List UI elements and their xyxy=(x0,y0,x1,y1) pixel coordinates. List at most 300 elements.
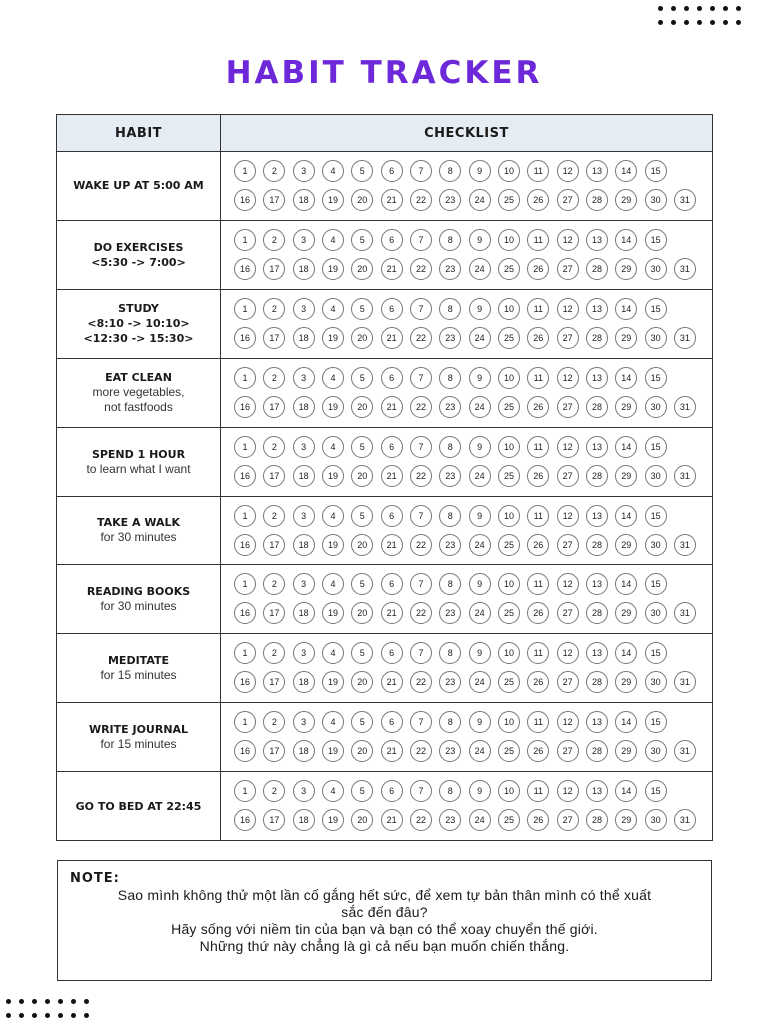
day-checkbox[interactable]: 19 xyxy=(322,465,344,487)
day-checkbox[interactable]: 27 xyxy=(557,534,579,556)
day-checkbox[interactable]: 12 xyxy=(557,642,579,664)
day-checkbox[interactable]: 25 xyxy=(498,327,520,349)
day-checkbox[interactable]: 16 xyxy=(234,809,256,831)
day-checkbox[interactable]: 14 xyxy=(615,229,637,251)
day-checkbox[interactable]: 25 xyxy=(498,534,520,556)
day-checkbox[interactable]: 9 xyxy=(469,367,491,389)
day-checkbox[interactable]: 11 xyxy=(527,780,549,802)
day-checkbox[interactable]: 8 xyxy=(439,367,461,389)
day-checkbox[interactable]: 3 xyxy=(293,298,315,320)
day-checkbox[interactable]: 4 xyxy=(322,160,344,182)
day-checkbox[interactable]: 6 xyxy=(381,229,403,251)
day-checkbox[interactable]: 1 xyxy=(234,642,256,664)
day-checkbox[interactable]: 18 xyxy=(293,465,315,487)
day-checkbox[interactable]: 13 xyxy=(586,505,608,527)
day-checkbox[interactable]: 7 xyxy=(410,780,432,802)
day-checkbox[interactable]: 9 xyxy=(469,229,491,251)
day-checkbox[interactable]: 1 xyxy=(234,298,256,320)
day-checkbox[interactable]: 19 xyxy=(322,740,344,762)
day-checkbox[interactable]: 26 xyxy=(527,809,549,831)
day-checkbox[interactable]: 28 xyxy=(586,465,608,487)
day-checkbox[interactable]: 8 xyxy=(439,642,461,664)
day-checkbox[interactable]: 26 xyxy=(527,534,549,556)
day-checkbox[interactable]: 9 xyxy=(469,298,491,320)
day-checkbox[interactable]: 25 xyxy=(498,465,520,487)
day-checkbox[interactable]: 31 xyxy=(674,671,696,693)
day-checkbox[interactable]: 29 xyxy=(615,189,637,211)
day-checkbox[interactable]: 6 xyxy=(381,573,403,595)
day-checkbox[interactable]: 20 xyxy=(351,671,373,693)
day-checkbox[interactable]: 20 xyxy=(351,396,373,418)
day-checkbox[interactable]: 26 xyxy=(527,258,549,280)
day-checkbox[interactable]: 7 xyxy=(410,436,432,458)
day-checkbox[interactable]: 21 xyxy=(381,396,403,418)
day-checkbox[interactable]: 25 xyxy=(498,602,520,624)
day-checkbox[interactable]: 3 xyxy=(293,229,315,251)
day-checkbox[interactable]: 14 xyxy=(615,367,637,389)
day-checkbox[interactable]: 18 xyxy=(293,809,315,831)
day-checkbox[interactable]: 7 xyxy=(410,642,432,664)
day-checkbox[interactable]: 13 xyxy=(586,436,608,458)
day-checkbox[interactable]: 31 xyxy=(674,465,696,487)
day-checkbox[interactable]: 19 xyxy=(322,258,344,280)
day-checkbox[interactable]: 29 xyxy=(615,465,637,487)
day-checkbox[interactable]: 8 xyxy=(439,436,461,458)
day-checkbox[interactable]: 22 xyxy=(410,602,432,624)
day-checkbox[interactable]: 5 xyxy=(351,505,373,527)
day-checkbox[interactable]: 30 xyxy=(645,602,667,624)
day-checkbox[interactable]: 1 xyxy=(234,160,256,182)
day-checkbox[interactable]: 25 xyxy=(498,671,520,693)
day-checkbox[interactable]: 12 xyxy=(557,436,579,458)
day-checkbox[interactable]: 23 xyxy=(439,396,461,418)
day-checkbox[interactable]: 12 xyxy=(557,160,579,182)
day-checkbox[interactable]: 25 xyxy=(498,258,520,280)
day-checkbox[interactable]: 29 xyxy=(615,602,637,624)
day-checkbox[interactable]: 17 xyxy=(263,396,285,418)
day-checkbox[interactable]: 7 xyxy=(410,229,432,251)
day-checkbox[interactable]: 13 xyxy=(586,573,608,595)
day-checkbox[interactable]: 4 xyxy=(322,711,344,733)
day-checkbox[interactable]: 15 xyxy=(645,780,667,802)
day-checkbox[interactable]: 31 xyxy=(674,396,696,418)
day-checkbox[interactable]: 30 xyxy=(645,396,667,418)
day-checkbox[interactable]: 21 xyxy=(381,327,403,349)
day-checkbox[interactable]: 21 xyxy=(381,809,403,831)
day-checkbox[interactable]: 15 xyxy=(645,367,667,389)
day-checkbox[interactable]: 31 xyxy=(674,809,696,831)
day-checkbox[interactable]: 11 xyxy=(527,642,549,664)
day-checkbox[interactable]: 23 xyxy=(439,671,461,693)
day-checkbox[interactable]: 24 xyxy=(469,465,491,487)
day-checkbox[interactable]: 16 xyxy=(234,396,256,418)
day-checkbox[interactable]: 2 xyxy=(263,505,285,527)
day-checkbox[interactable]: 31 xyxy=(674,602,696,624)
day-checkbox[interactable]: 21 xyxy=(381,534,403,556)
day-checkbox[interactable]: 30 xyxy=(645,671,667,693)
day-checkbox[interactable]: 27 xyxy=(557,809,579,831)
day-checkbox[interactable]: 27 xyxy=(557,671,579,693)
day-checkbox[interactable]: 1 xyxy=(234,573,256,595)
day-checkbox[interactable]: 2 xyxy=(263,711,285,733)
day-checkbox[interactable]: 8 xyxy=(439,298,461,320)
day-checkbox[interactable]: 1 xyxy=(234,367,256,389)
day-checkbox[interactable]: 29 xyxy=(615,534,637,556)
day-checkbox[interactable]: 29 xyxy=(615,396,637,418)
day-checkbox[interactable]: 27 xyxy=(557,327,579,349)
day-checkbox[interactable]: 6 xyxy=(381,298,403,320)
day-checkbox[interactable]: 24 xyxy=(469,258,491,280)
day-checkbox[interactable]: 19 xyxy=(322,327,344,349)
day-checkbox[interactable]: 7 xyxy=(410,298,432,320)
day-checkbox[interactable]: 17 xyxy=(263,740,285,762)
day-checkbox[interactable]: 6 xyxy=(381,711,403,733)
day-checkbox[interactable]: 13 xyxy=(586,711,608,733)
day-checkbox[interactable]: 3 xyxy=(293,711,315,733)
day-checkbox[interactable]: 2 xyxy=(263,367,285,389)
day-checkbox[interactable]: 1 xyxy=(234,780,256,802)
day-checkbox[interactable]: 15 xyxy=(645,160,667,182)
day-checkbox[interactable]: 16 xyxy=(234,671,256,693)
day-checkbox[interactable]: 23 xyxy=(439,809,461,831)
day-checkbox[interactable]: 21 xyxy=(381,189,403,211)
day-checkbox[interactable]: 17 xyxy=(263,602,285,624)
day-checkbox[interactable]: 10 xyxy=(498,780,520,802)
day-checkbox[interactable]: 8 xyxy=(439,780,461,802)
day-checkbox[interactable]: 28 xyxy=(586,327,608,349)
day-checkbox[interactable]: 15 xyxy=(645,573,667,595)
day-checkbox[interactable]: 14 xyxy=(615,642,637,664)
day-checkbox[interactable]: 27 xyxy=(557,740,579,762)
day-checkbox[interactable]: 25 xyxy=(498,189,520,211)
day-checkbox[interactable]: 14 xyxy=(615,505,637,527)
day-checkbox[interactable]: 16 xyxy=(234,602,256,624)
day-checkbox[interactable]: 22 xyxy=(410,327,432,349)
day-checkbox[interactable]: 1 xyxy=(234,436,256,458)
day-checkbox[interactable]: 20 xyxy=(351,258,373,280)
day-checkbox[interactable]: 30 xyxy=(645,534,667,556)
day-checkbox[interactable]: 19 xyxy=(322,602,344,624)
day-checkbox[interactable]: 28 xyxy=(586,534,608,556)
day-checkbox[interactable]: 18 xyxy=(293,602,315,624)
day-checkbox[interactable]: 31 xyxy=(674,258,696,280)
day-checkbox[interactable]: 21 xyxy=(381,258,403,280)
day-checkbox[interactable]: 26 xyxy=(527,465,549,487)
day-checkbox[interactable]: 2 xyxy=(263,298,285,320)
day-checkbox[interactable]: 23 xyxy=(439,327,461,349)
day-checkbox[interactable]: 15 xyxy=(645,436,667,458)
day-checkbox[interactable]: 26 xyxy=(527,602,549,624)
day-checkbox[interactable]: 3 xyxy=(293,160,315,182)
day-checkbox[interactable]: 5 xyxy=(351,711,373,733)
day-checkbox[interactable]: 24 xyxy=(469,327,491,349)
day-checkbox[interactable]: 22 xyxy=(410,534,432,556)
day-checkbox[interactable]: 3 xyxy=(293,642,315,664)
day-checkbox[interactable]: 14 xyxy=(615,711,637,733)
day-checkbox[interactable]: 11 xyxy=(527,367,549,389)
day-checkbox[interactable]: 27 xyxy=(557,396,579,418)
day-checkbox[interactable]: 29 xyxy=(615,740,637,762)
day-checkbox[interactable]: 11 xyxy=(527,711,549,733)
day-checkbox[interactable]: 6 xyxy=(381,642,403,664)
day-checkbox[interactable]: 10 xyxy=(498,160,520,182)
day-checkbox[interactable]: 22 xyxy=(410,740,432,762)
day-checkbox[interactable]: 12 xyxy=(557,367,579,389)
day-checkbox[interactable]: 6 xyxy=(381,780,403,802)
day-checkbox[interactable]: 21 xyxy=(381,671,403,693)
day-checkbox[interactable]: 6 xyxy=(381,367,403,389)
day-checkbox[interactable]: 18 xyxy=(293,671,315,693)
day-checkbox[interactable]: 28 xyxy=(586,809,608,831)
day-checkbox[interactable]: 8 xyxy=(439,573,461,595)
day-checkbox[interactable]: 13 xyxy=(586,160,608,182)
day-checkbox[interactable]: 18 xyxy=(293,534,315,556)
day-checkbox[interactable]: 13 xyxy=(586,298,608,320)
day-checkbox[interactable]: 3 xyxy=(293,436,315,458)
day-checkbox[interactable]: 11 xyxy=(527,573,549,595)
day-checkbox[interactable]: 28 xyxy=(586,740,608,762)
day-checkbox[interactable]: 3 xyxy=(293,367,315,389)
day-checkbox[interactable]: 4 xyxy=(322,298,344,320)
day-checkbox[interactable]: 28 xyxy=(586,671,608,693)
day-checkbox[interactable]: 17 xyxy=(263,671,285,693)
day-checkbox[interactable]: 18 xyxy=(293,258,315,280)
day-checkbox[interactable]: 17 xyxy=(263,327,285,349)
day-checkbox[interactable]: 3 xyxy=(293,573,315,595)
day-checkbox[interactable]: 8 xyxy=(439,711,461,733)
day-checkbox[interactable]: 16 xyxy=(234,327,256,349)
day-checkbox[interactable]: 15 xyxy=(645,642,667,664)
day-checkbox[interactable]: 28 xyxy=(586,602,608,624)
day-checkbox[interactable]: 31 xyxy=(674,189,696,211)
day-checkbox[interactable]: 20 xyxy=(351,327,373,349)
day-checkbox[interactable]: 14 xyxy=(615,780,637,802)
day-checkbox[interactable]: 15 xyxy=(645,229,667,251)
day-checkbox[interactable]: 3 xyxy=(293,505,315,527)
day-checkbox[interactable]: 24 xyxy=(469,396,491,418)
day-checkbox[interactable]: 17 xyxy=(263,465,285,487)
day-checkbox[interactable]: 28 xyxy=(586,396,608,418)
day-checkbox[interactable]: 13 xyxy=(586,367,608,389)
day-checkbox[interactable]: 20 xyxy=(351,465,373,487)
day-checkbox[interactable]: 21 xyxy=(381,602,403,624)
day-checkbox[interactable]: 10 xyxy=(498,436,520,458)
day-checkbox[interactable]: 20 xyxy=(351,602,373,624)
day-checkbox[interactable]: 24 xyxy=(469,740,491,762)
day-checkbox[interactable]: 24 xyxy=(469,602,491,624)
day-checkbox[interactable]: 19 xyxy=(322,809,344,831)
day-checkbox[interactable]: 9 xyxy=(469,711,491,733)
day-checkbox[interactable]: 11 xyxy=(527,505,549,527)
day-checkbox[interactable]: 29 xyxy=(615,258,637,280)
day-checkbox[interactable]: 22 xyxy=(410,671,432,693)
day-checkbox[interactable]: 31 xyxy=(674,740,696,762)
day-checkbox[interactable]: 14 xyxy=(615,436,637,458)
day-checkbox[interactable]: 26 xyxy=(527,189,549,211)
day-checkbox[interactable]: 19 xyxy=(322,534,344,556)
day-checkbox[interactable]: 17 xyxy=(263,534,285,556)
day-checkbox[interactable]: 22 xyxy=(410,396,432,418)
day-checkbox[interactable]: 22 xyxy=(410,189,432,211)
day-checkbox[interactable]: 29 xyxy=(615,327,637,349)
day-checkbox[interactable]: 27 xyxy=(557,258,579,280)
day-checkbox[interactable]: 12 xyxy=(557,505,579,527)
day-checkbox[interactable]: 2 xyxy=(263,642,285,664)
day-checkbox[interactable]: 16 xyxy=(234,534,256,556)
day-checkbox[interactable]: 28 xyxy=(586,258,608,280)
day-checkbox[interactable]: 30 xyxy=(645,189,667,211)
day-checkbox[interactable]: 2 xyxy=(263,573,285,595)
day-checkbox[interactable]: 15 xyxy=(645,711,667,733)
day-checkbox[interactable]: 7 xyxy=(410,711,432,733)
day-checkbox[interactable]: 25 xyxy=(498,740,520,762)
day-checkbox[interactable]: 15 xyxy=(645,298,667,320)
day-checkbox[interactable]: 10 xyxy=(498,573,520,595)
day-checkbox[interactable]: 12 xyxy=(557,711,579,733)
day-checkbox[interactable]: 24 xyxy=(469,534,491,556)
day-checkbox[interactable]: 25 xyxy=(498,396,520,418)
day-checkbox[interactable]: 4 xyxy=(322,367,344,389)
day-checkbox[interactable]: 26 xyxy=(527,671,549,693)
day-checkbox[interactable]: 23 xyxy=(439,534,461,556)
day-checkbox[interactable]: 23 xyxy=(439,258,461,280)
day-checkbox[interactable]: 12 xyxy=(557,298,579,320)
day-checkbox[interactable]: 10 xyxy=(498,298,520,320)
day-checkbox[interactable]: 27 xyxy=(557,602,579,624)
day-checkbox[interactable]: 16 xyxy=(234,189,256,211)
day-checkbox[interactable]: 1 xyxy=(234,711,256,733)
day-checkbox[interactable]: 28 xyxy=(586,189,608,211)
day-checkbox[interactable]: 16 xyxy=(234,740,256,762)
day-checkbox[interactable]: 30 xyxy=(645,327,667,349)
day-checkbox[interactable]: 6 xyxy=(381,436,403,458)
day-checkbox[interactable]: 19 xyxy=(322,671,344,693)
day-checkbox[interactable]: 13 xyxy=(586,642,608,664)
day-checkbox[interactable]: 8 xyxy=(439,160,461,182)
day-checkbox[interactable]: 8 xyxy=(439,229,461,251)
day-checkbox[interactable]: 20 xyxy=(351,534,373,556)
day-checkbox[interactable]: 4 xyxy=(322,436,344,458)
day-checkbox[interactable]: 11 xyxy=(527,160,549,182)
day-checkbox[interactable]: 7 xyxy=(410,160,432,182)
day-checkbox[interactable]: 10 xyxy=(498,642,520,664)
day-checkbox[interactable]: 5 xyxy=(351,160,373,182)
day-checkbox[interactable]: 9 xyxy=(469,436,491,458)
day-checkbox[interactable]: 10 xyxy=(498,367,520,389)
day-checkbox[interactable]: 21 xyxy=(381,465,403,487)
day-checkbox[interactable]: 27 xyxy=(557,465,579,487)
day-checkbox[interactable]: 23 xyxy=(439,740,461,762)
day-checkbox[interactable]: 9 xyxy=(469,642,491,664)
day-checkbox[interactable]: 17 xyxy=(263,258,285,280)
day-checkbox[interactable]: 26 xyxy=(527,327,549,349)
day-checkbox[interactable]: 9 xyxy=(469,780,491,802)
day-checkbox[interactable]: 20 xyxy=(351,809,373,831)
day-checkbox[interactable]: 20 xyxy=(351,189,373,211)
day-checkbox[interactable]: 26 xyxy=(527,396,549,418)
day-checkbox[interactable]: 6 xyxy=(381,160,403,182)
day-checkbox[interactable]: 30 xyxy=(645,465,667,487)
day-checkbox[interactable]: 13 xyxy=(586,780,608,802)
day-checkbox[interactable]: 12 xyxy=(557,229,579,251)
day-checkbox[interactable]: 24 xyxy=(469,671,491,693)
day-checkbox[interactable]: 31 xyxy=(674,534,696,556)
day-checkbox[interactable]: 4 xyxy=(322,229,344,251)
day-checkbox[interactable]: 7 xyxy=(410,573,432,595)
day-checkbox[interactable]: 11 xyxy=(527,229,549,251)
day-checkbox[interactable]: 5 xyxy=(351,642,373,664)
day-checkbox[interactable]: 23 xyxy=(439,189,461,211)
day-checkbox[interactable]: 23 xyxy=(439,465,461,487)
day-checkbox[interactable]: 2 xyxy=(263,229,285,251)
day-checkbox[interactable]: 3 xyxy=(293,780,315,802)
day-checkbox[interactable]: 20 xyxy=(351,740,373,762)
day-checkbox[interactable]: 22 xyxy=(410,809,432,831)
day-checkbox[interactable]: 18 xyxy=(293,740,315,762)
day-checkbox[interactable]: 4 xyxy=(322,780,344,802)
day-checkbox[interactable]: 5 xyxy=(351,780,373,802)
day-checkbox[interactable]: 30 xyxy=(645,258,667,280)
day-checkbox[interactable]: 10 xyxy=(498,505,520,527)
day-checkbox[interactable]: 30 xyxy=(645,740,667,762)
day-checkbox[interactable]: 23 xyxy=(439,602,461,624)
day-checkbox[interactable]: 10 xyxy=(498,229,520,251)
day-checkbox[interactable]: 29 xyxy=(615,809,637,831)
day-checkbox[interactable]: 5 xyxy=(351,573,373,595)
day-checkbox[interactable]: 5 xyxy=(351,436,373,458)
day-checkbox[interactable]: 19 xyxy=(322,396,344,418)
day-checkbox[interactable]: 14 xyxy=(615,573,637,595)
day-checkbox[interactable]: 16 xyxy=(234,258,256,280)
day-checkbox[interactable]: 27 xyxy=(557,189,579,211)
day-checkbox[interactable]: 5 xyxy=(351,298,373,320)
day-checkbox[interactable]: 13 xyxy=(586,229,608,251)
day-checkbox[interactable]: 4 xyxy=(322,505,344,527)
day-checkbox[interactable]: 9 xyxy=(469,160,491,182)
day-checkbox[interactable]: 1 xyxy=(234,505,256,527)
day-checkbox[interactable]: 31 xyxy=(674,327,696,349)
day-checkbox[interactable]: 16 xyxy=(234,465,256,487)
day-checkbox[interactable]: 7 xyxy=(410,367,432,389)
day-checkbox[interactable]: 18 xyxy=(293,396,315,418)
day-checkbox[interactable]: 2 xyxy=(263,160,285,182)
day-checkbox[interactable]: 25 xyxy=(498,809,520,831)
day-checkbox[interactable]: 15 xyxy=(645,505,667,527)
day-checkbox[interactable]: 10 xyxy=(498,711,520,733)
day-checkbox[interactable]: 6 xyxy=(381,505,403,527)
day-checkbox[interactable]: 22 xyxy=(410,465,432,487)
day-checkbox[interactable]: 2 xyxy=(263,436,285,458)
day-checkbox[interactable]: 26 xyxy=(527,740,549,762)
day-checkbox[interactable]: 1 xyxy=(234,229,256,251)
day-checkbox[interactable]: 7 xyxy=(410,505,432,527)
day-checkbox[interactable]: 18 xyxy=(293,327,315,349)
day-checkbox[interactable]: 9 xyxy=(469,505,491,527)
day-checkbox[interactable]: 24 xyxy=(469,809,491,831)
day-checkbox[interactable]: 17 xyxy=(263,809,285,831)
day-checkbox[interactable]: 19 xyxy=(322,189,344,211)
day-checkbox[interactable]: 2 xyxy=(263,780,285,802)
day-checkbox[interactable]: 14 xyxy=(615,298,637,320)
day-checkbox[interactable]: 12 xyxy=(557,573,579,595)
day-checkbox[interactable]: 5 xyxy=(351,367,373,389)
day-checkbox[interactable]: 18 xyxy=(293,189,315,211)
day-checkbox[interactable]: 21 xyxy=(381,740,403,762)
day-checkbox[interactable]: 5 xyxy=(351,229,373,251)
day-checkbox[interactable]: 4 xyxy=(322,642,344,664)
day-checkbox[interactable]: 30 xyxy=(645,809,667,831)
day-checkbox[interactable]: 29 xyxy=(615,671,637,693)
